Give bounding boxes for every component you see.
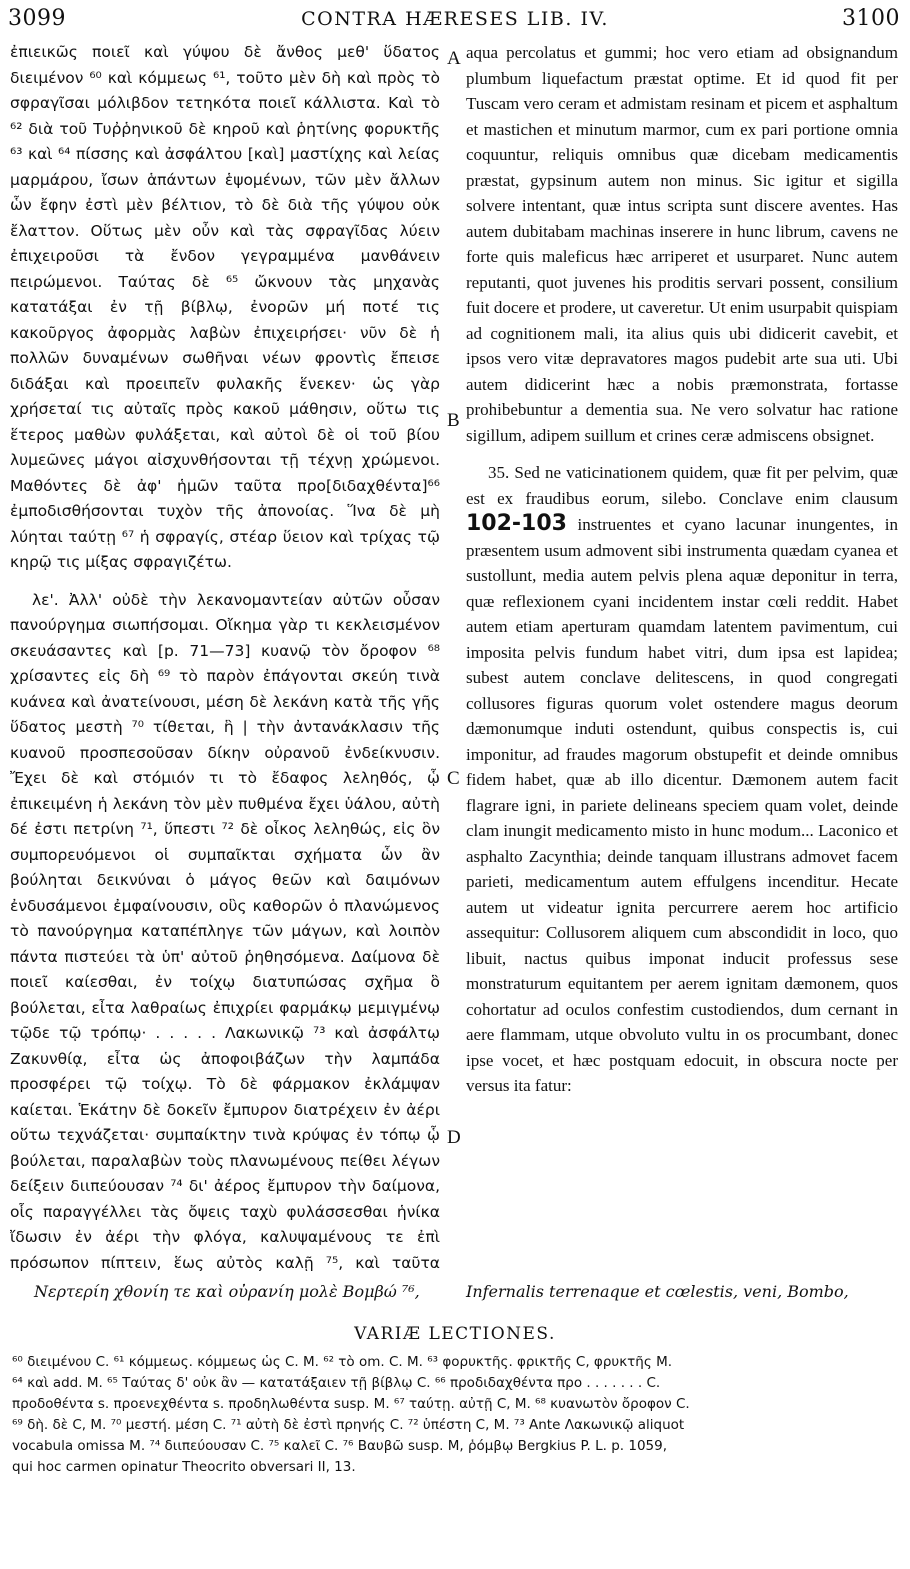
- margin-letter-a: A: [447, 48, 461, 69]
- variant-line: qui hoc carmen opinatur Theocrito obversari II, 13.: [12, 1459, 356, 1475]
- greek-column: [10, 40, 440, 1280]
- variant-line: προδοθέντα s. προενεχθέντα s. προδηλωθέντα susp. M. ⁶⁷ ταύτῃ. αὐτῇ C, M. ⁶⁸ κυανωτὸν ὄροφον C.: [12, 1396, 690, 1412]
- margin-letter-b: B: [447, 410, 460, 431]
- greek-paragraph-1: ἐπιεικῶς ποιεῖ καὶ γύψου δὲ ἄνθος μεθ' ὕδατος διειμένον ⁶⁰ καὶ κόμμεως ⁶¹, τοῦτο μὲν δὴ καὶ πρὸς τὸ σφραγῖσαι μόλιβδον τετηκότα ποιεῖ κάλλιστα. Καὶ τὸ ⁶² διὰ τοῦ Τυῤῥηνικοῦ δὲ κηροῦ καὶ ῥητίνης φορυκτῆς ⁶³ καὶ ⁶⁴ πίσσης καὶ ἀσφάλτου [καὶ] μαστίχης καὶ λείας μαρμάρου, ἴσων ἁπάντων ἑψομένων, τῶν μὲν ἄλλων ὧν ἔφην ἐστὶ μὲν βέλτιον, τὸ δὲ διὰ τῆς γύψου οὐκ ἔλαττον. Οὕτως μὲν οὖν καὶ τὰς σφραγῖδας λύειν ἐπιχειροῦσι τὰ ἔνδον γεγραμμένα μανθάνειν πειρώμενοι. Ταύτας δὲ ⁶⁵ ὤκνουν τὰς μηχανὰς κατατάξαι ἐν τῇ βίβλῳ, ἐνορῶν μή ποτέ τις κακοῦργος ἀφορμὰς λαβὼν ἐπιχειρήσει· νῦν δὲ ἡ πολλῶν δυναμένων σωθῆναι νέων φροντὶς ἔπεισε διδάξαι καὶ προειπεῖν φυλακῆς ἕνεκεν· ὡς γὰρ χρήσεταί τις αὐταῖς πρὸς κακοῦ μάθησιν, οὕτω τις ἕτερος μαθὼν φυλάξεται, καὶ αὐτοὶ δὲ οἱ τοῦ βίου λυμεῶνες μάγοι αἰσχυνθήσονται τῇ τέχνῃ χρώμενοι. Μαθόντες δὲ ἀφ' ἡμῶν ταῦτα προ[διδαχθέντα]⁶⁶ ἐμποδισθήσονται τυχὸν τῆς ἀπονοίας. Ἵνα δὲ μὴ λύηται ταύτῃ ⁶⁷ ἡ σφραγίς, στέαρ ὕειον καὶ τρίχας τῷ κηρῷ τις μίξας σφραγιζέτω.: [10, 43, 440, 571]
- column-marker-102-103: 102-103: [466, 511, 567, 536]
- margin-letter-c: C: [447, 768, 460, 789]
- page-number-left: 3099: [8, 6, 66, 31]
- latin-paragraph-35: [466, 460, 898, 1099]
- greek-verse: Νερτερίη χθονίη τε καὶ οὐρανίη μολὲ Βομβώ ⁷⁶,: [34, 1282, 420, 1301]
- latin-verse: Infernalis terrenaque et cœlestis, veni, Bombo,: [466, 1282, 849, 1301]
- variae-lectiones: [12, 1352, 898, 1478]
- greek-paragraph-35: λε'. Ἀλλ' οὐδὲ τὴν λεκανομαντείαν αὐτῶν οὖσαν πανούργημα σιωπήσομαι. Οἴκημα γὰρ τι κεκλεισμένον σκευάσαντες καὶ [p. 71—73] κυανῷ τὸν ὄροφον ⁶⁸ χρίσαντες εἰς δὴ ⁶⁹ τὸ παρὸν ἐπάγονται σκεύη τινὰ κυάνεα καὶ ἀνατείνουσι, μέση δὲ λεκάνη κατὰ τῆς γῆς ὕδατος μεστὴ ⁷⁰ τίθεται, ἣ | τὴν ἀντανάκλασιν τῆς κυανοῦ προσπεσοῦσαν δίκην οὐρανοῦ ἐνδείκνυσιν. Ἔχει δὲ καὶ στόμιόν τι τὸ ἔδαφος λεληθός, ᾧ ἐπικειμένη ἡ λεκάνη τὸν μὲν πυθμένα ἔχει ὑάλου, αὐτὴ δέ ἐστι πετρίνη ⁷¹, ὕπεστι ⁷² δὲ οἶκος λεληθώς, εἰς ὃν συμπορευόμενοι οἱ συμπαῖκται σχήματα ὧν ἂν βούληται δεικνύναι ὁ μάγος θεῶν καὶ δαιμόνων ἐνδυσάμενοι ἐμφαίνουσιν, οὓς καθορῶν ὁ πλανώμενος τὸ πανούργημα καταπέπληγε τῶν μάγων, καὶ λοιπὸν πάντα πιστεύει τὰ ὑπ' αὐτοῦ ῥηθησόμενα. Δαίμονα δὲ ποιεῖ καίεσθαι, ἐν τοίχῳ διατυπώσας σχῆμα ὃ βούλεται, εἶτα λαθραίως ἐπιχρίει φαρμάκῳ μεμιγμένῳ τῷδε τῷ τρόπῳ· . . . . . Λακωνικῷ ⁷³ καὶ ἀσφάλτῳ Ζακυνθίᾳ, εἶτα ὡς ἀποφοιβάζων τὴν λαμπάδα προσφέρει τῷ τοίχῳ. Τὸ δὲ φάρμακον ἐκλάμψαν καίεται. Ἑκάτην δὲ δοκεῖν ἔμπυρον διατρέχειν ἐν ἀέρι οὕτω τεχνάζεται· συμπαίκτην τινὰ κρύψας ἐν τόπῳ ᾧ βούλεται, παραλαβὼν τοὺς πλανωμένους πείθει λέγων δείξειν διιπεύουσαν ⁷⁴ δι' ἀέρος ἔμπυρον τὴν δαίμονα, οἷς παραγγέλλει τὰς ὄψεις ταχὺ φυλάσσεσθαι ἡνίκα ἴδωσιν ἐν ἀέρι τὴν φλόγα, καλυψαμένους τε ἐπὶ πρόσωπον πίπτειν, ἕως αὐτὸς καλῇ ⁷⁵, καὶ ταῦτα: [10, 590, 440, 1272]
- variant-line: vocabula omissa M. ⁷⁴ διιπεύουσαν C. ⁷⁵ καλεῖ C. ⁷⁶ Βαυβῶ susp. M, ῥόμβῳ Bergkius P. L. p. 1059,: [12, 1438, 668, 1454]
- variant-line: ⁶⁰ διειμένου C. ⁶¹ κόμμεως. κόμμεως ὡς C. M. ⁶² τὸ om. C. M. ⁶³ φορυκτῆς. φρικτῆς C, φρυκτῆς M.: [12, 1354, 673, 1370]
- variant-line: ⁶⁹ δὴ. δὲ C, M. ⁷⁰ μεστή. μέση C. ⁷¹ αὐτὴ δὲ ἐστὶ πρηνής C. ⁷² ὑπέστη C, M. ⁷³ Ante Λακωνικῷ aliquot: [12, 1417, 685, 1433]
- running-title: CONTRA HÆRESES LIB. IV.: [301, 8, 609, 30]
- latin-paragraph-1: aqua percolatus et gummi; hoc vero etiam ad obsignandum plumbum liquefactum præstat optime. Et id quod fit per Tuscam vero ceram et admistam resinam et picem et asphaltum et mastichen et minutum marmor, cum ex pari portione omnia coquuntur, reliquis omnibus quæ dicebam medicamentis præstat, gypsinum autem non minus. Sic igitur et sigilla solvere intentant, quæ intus scripta sunt discere aventes. Has autem dubitabam machinas inserere in hunc librum, cavens ne forte quis maleficus hæc arriperet et usurparet. Nunc autem reputanti, quot juvenes his proditis servari possent, consilium fuit docere et prodere, ut caveretur. Ut enim usurpabit quispiam ad cognitionem mali, ita alius quis ubi didicerit cavebit, et ipsos vero vitæ depravatores magos pudebit arte sua uti. Ubi autem didicerint hæc a nobis præmonstrata, fortasse prohibebuntur a dementia sua. Ne vero solvatur hac ratione sigillum, adipem suillum et crines ceræ admiscens obsignet.: [466, 43, 898, 445]
- variant-line: ⁶⁴ καὶ add. M. ⁶⁵ Ταύτας δ' οὐκ ἂν — κατατάξαιεν τῇ βίβλῳ C. ⁶⁶ προδιδαχθέντα προ . . . . . . . C.: [12, 1375, 661, 1391]
- variae-lectiones-title: VARIÆ LECTIONES.: [354, 1324, 556, 1344]
- margin-letter-d: D: [447, 1127, 461, 1148]
- page-number-right: 3100: [842, 6, 900, 31]
- latin-column: [466, 40, 898, 1280]
- latin-paragraph-35-rest: instruentes et cyano lacunar inungentes, in præsentem usum admovent sibi instrumenta quædam cyanea et sustollunt, media autem pelvis plena aquæ deponitur in terra, quæ reflexionem cyani incidentem instar cœli reddit. Habet autem etiam aperturam quamdam latentem pavimentum, cui imposita pelvis fundum habet vitri, dum ipsa est lapidea; subest autem conclave delitescens, in quod congregati collusores figuras quorum volet ostendere magus deorum dæmonumque induti ostendunt, quibus conspectis is, cui imponitur, ad fraudes magorum obstupefit et deinde omnibus fidem habet, quæ ab illo dicentur. Dæmonem autem facit flagrare igni, in pariete delineans speciem quam volet, deinde clam inungit medicamento misto in hunc modum... Laconico et asphalto Zacynthia; deinde tanquam illustrans admovet facem parieti, medicamentum autem effulgens incenditur. Hecate autem ut videatur ignita percurrere aerem hoc artificio assequitur: Collusorem aliquem cum abscondidit in loco, quo libuit, nactus quibus imponat inducit professus sese monstraturum equitantem per aerem ignitam dæmonem, quos cohortatur ad oculos confestim custodiendos, dum cernant in aere flammam, utque obvoluto vultu in os procumbant, donec ipse vocet, et hæc postquam edocuit, in obscura nocte per versus ita fatur:: [466, 515, 898, 1095]
- page-header: [0, 0, 910, 40]
- latin-paragraph-35-start: 35. Sed ne vaticinationem quidem, quæ fit per pelvim, quæ est ex fraudibus eorum, silebo. Conclave enim clausum: [466, 463, 898, 508]
